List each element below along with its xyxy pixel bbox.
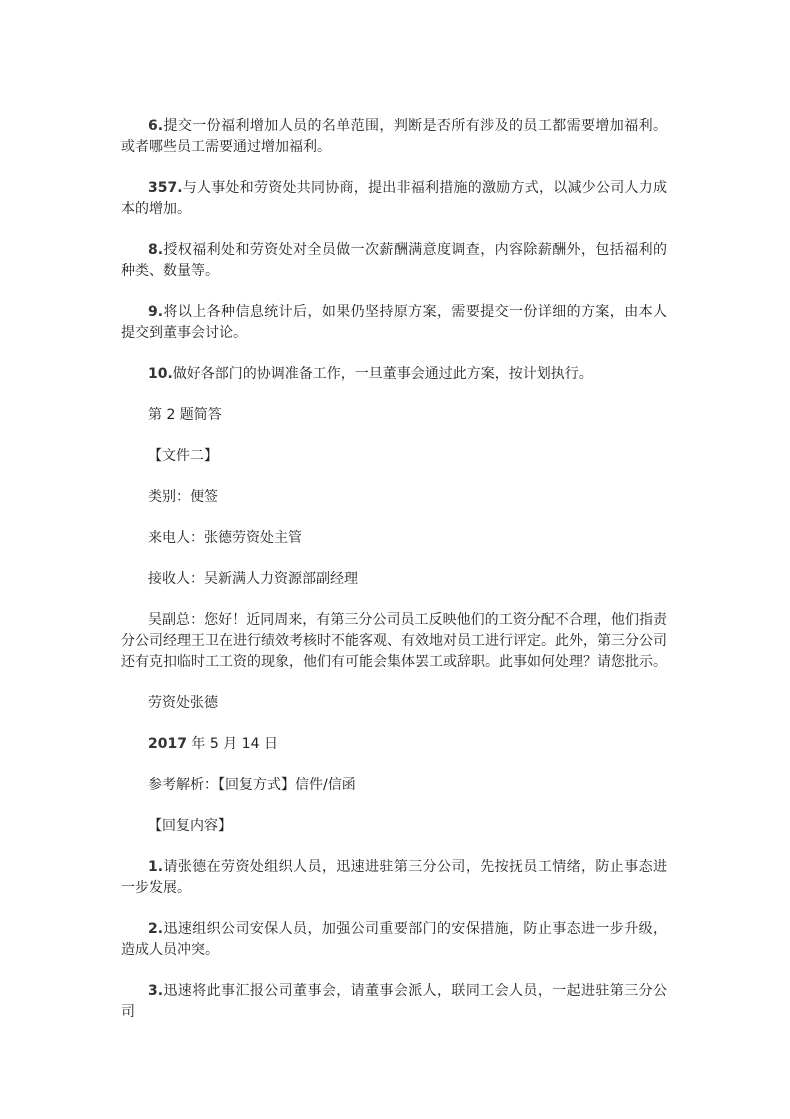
item-text: 迅速组织公司安保人员，加强公司重要部门的安保措施，防止事态进一步升级，造成人员冲突。: [121, 921, 667, 958]
signature-text: 劳资处张德: [148, 695, 218, 711]
list-item-9: [121, 302, 667, 344]
file-label-text: 【文件二】: [148, 448, 218, 464]
reference-analysis: [121, 775, 667, 796]
receiver-text: 接收人：吴新满人力资源部副经理: [148, 571, 358, 587]
list-item-10: [121, 364, 667, 385]
reply-item-1: [121, 857, 667, 899]
question-heading: [121, 405, 667, 426]
item-number: 9.: [148, 304, 164, 320]
item-number: 1.: [148, 859, 164, 875]
caller-text: 来电人：张德劳资处主管: [148, 530, 302, 546]
reply-content-text: 【回复内容】: [148, 818, 232, 834]
date-text: 年 5 月 14 日: [186, 736, 278, 752]
item-text: 将以上各种信息统计后，如果仍坚持原方案，需要提交一份详细的方案，由本人提交到董事会讨论。: [121, 304, 667, 341]
date-year: 2017: [148, 736, 187, 752]
memo-body: [121, 610, 667, 673]
item-number: 10.: [148, 366, 173, 382]
reply-content-label: [121, 816, 667, 837]
receiver-line: [121, 569, 667, 590]
document-page: [121, 116, 667, 1043]
item-number: 8.: [148, 242, 164, 258]
heading-text: 第 2 题简答: [148, 407, 222, 423]
item-number: 6.: [148, 118, 164, 134]
item-text: 请张德在劳资处组织人员，迅速进驻第三分公司，先按抚员工情绪，防止事态进一步发展。: [121, 859, 667, 896]
file-label: [121, 446, 667, 467]
item-text: 授权福利处和劳资处对全员做一次薪酬满意度调查，内容除薪酬外，包括福利的种类、数量等。: [121, 242, 667, 279]
memo-body-text: 吴副总：您好！近同周来，有第三分公司员工反映他们的工资分配不合理，他们指责分公司经理王卫在进行绩效考核时不能客观、有效地对员工进行评定。此外，第三分公司还有克扣临时工工资的现象，他们有可能会集体罢工或辞职。此事如何处理？请您批示。: [121, 612, 667, 670]
memo-signature: [121, 693, 667, 714]
item-number: 357.: [148, 180, 183, 196]
list-item-7: [121, 178, 667, 220]
item-text: 与人事处和劳资处共同协商，提出非福利措施的激励方式，以减少公司人力成本的增加。: [121, 180, 667, 217]
caller-line: [121, 528, 667, 549]
category-line: [121, 487, 667, 508]
list-item-8: [121, 240, 667, 282]
memo-date: [121, 734, 667, 755]
item-text: 做好各部门的协调准备工作，一旦董事会通过此方案，按计划执行。: [172, 366, 593, 382]
reply-item-2: [121, 919, 667, 961]
reply-item-3: [121, 981, 667, 1023]
category-text: 类别：便签: [148, 489, 218, 505]
list-item-6: [121, 116, 667, 158]
item-text: 提交一份福利增加人员的名单范围，判断是否所有涉及的员工都需要增加福利。或者哪些员工需要通过增加福利。: [121, 118, 667, 155]
item-number: 2.: [148, 921, 164, 937]
reference-text: 参考解析：【回复方式】信件/信函: [148, 777, 356, 793]
item-text: 迅速将此事汇报公司董事会，请董事会派人，联同工会人员，一起进驻第三分公司: [121, 983, 667, 1020]
item-number: 3.: [148, 983, 164, 999]
